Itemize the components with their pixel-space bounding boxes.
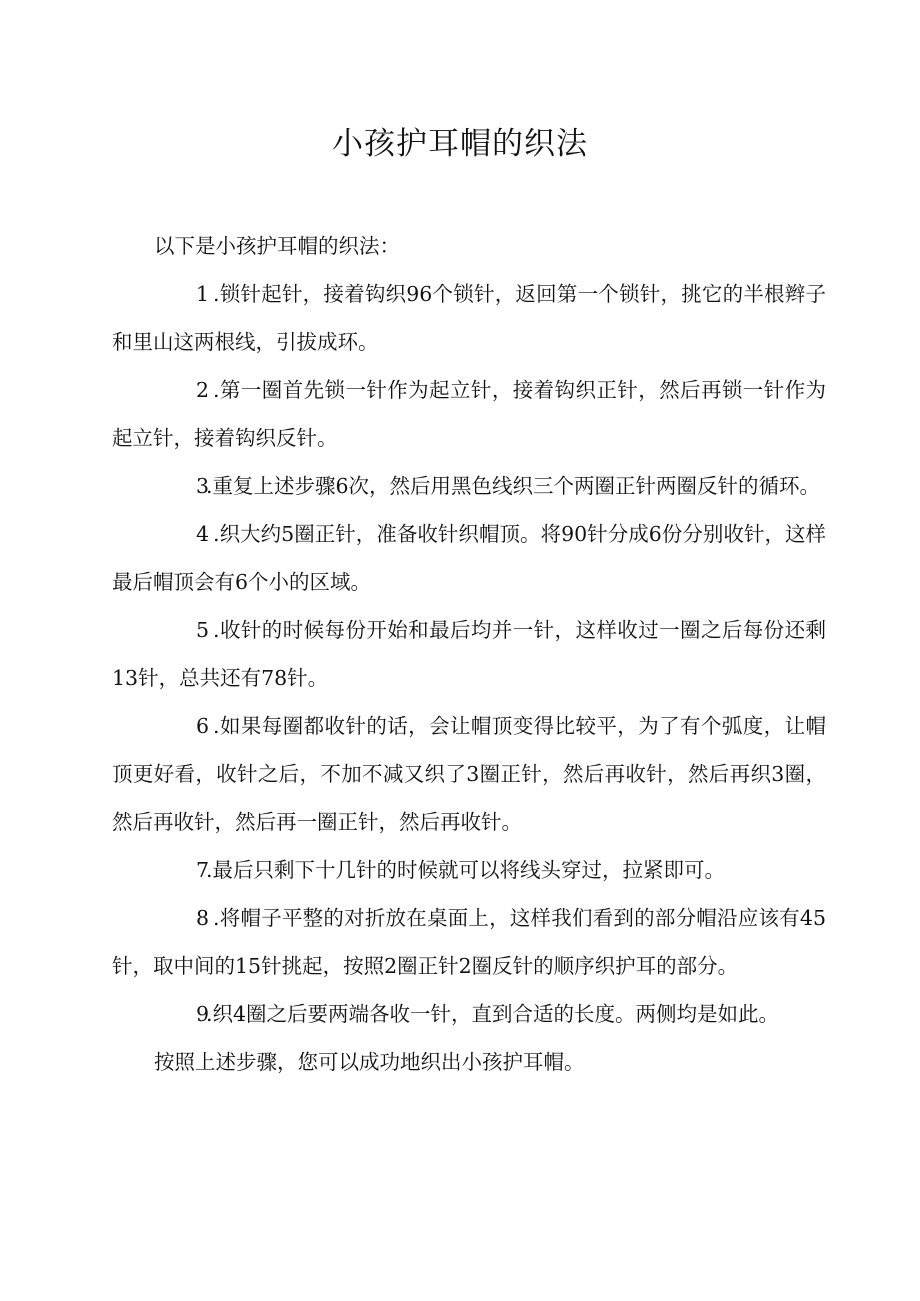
step-number: 2 (196, 378, 210, 402)
step-8 (112, 894, 826, 990)
step-6 (112, 702, 826, 846)
step-3 (112, 462, 826, 510)
step-text: .如果每圈都收针的话，会让帽顶变得比较平，为了有个弧度，让帽顶更好看，收针之后，不加不减又织了3圈正针，然后再收针，然后再织3圈，然后再收针，然后再一圈正针，然后再收针。 (112, 714, 826, 834)
step-4 (112, 510, 826, 606)
step-number: 6 (196, 714, 210, 738)
step-2 (112, 366, 826, 462)
document-title: 小孩护耳帽的织法 (332, 126, 588, 162)
step-number: 1 (196, 282, 210, 306)
step-7 (112, 846, 826, 894)
step-text: .重复上述步骤6次，然后用黑色线织三个两圈正针两圈反针的循环。 (206, 474, 821, 498)
step-number: 5 (196, 618, 210, 642)
step-number: 4 (196, 522, 210, 546)
step-text: .收针的时候每份开始和最后均并一针，这样收过一圈之后每份还剩13针，总共还有78针。 (112, 618, 826, 690)
step-number: 8 (196, 906, 210, 930)
intro-paragraph: 以下是小孩护耳帽的织法： (154, 234, 400, 258)
step-text: .锁针起针，接着钩织96个锁针，返回第一个锁针，挑它的半根辫子和里山这两根线，引拔成环。 (112, 282, 826, 354)
step-5 (112, 606, 826, 702)
step-text: .织大约5圈正针，准备收针织帽顶。将90针分成6份分别收针，这样最后帽顶会有6个小的区域。 (112, 522, 826, 594)
step-text: .将帽子平整的对折放在桌面上，这样我们看到的部分帽沿应该有45针，取中间的15针挑起，按照2圈正针2圈反针的顺序织护耳的部分。 (112, 906, 826, 978)
closing-paragraph: 按照上述步骤，您可以成功地织出小孩护耳帽。 (154, 1050, 585, 1074)
step-number: 3 (196, 474, 210, 498)
document-body (112, 222, 826, 1086)
step-text: .织4圈之后要两端各收一针，直到合适的长度。两侧均是如此。 (206, 1002, 780, 1026)
step-9 (112, 990, 826, 1038)
step-text: .最后只剩下十几针的时候就可以将线头穿过，拉紧即可。 (206, 858, 726, 882)
step-text: .第一圈首先锁一针作为起立针，接着钩织正针，然后再锁一针作为起立针，接着钩织反针。 (112, 378, 826, 450)
step-1 (112, 270, 826, 366)
step-number: 7 (196, 858, 210, 882)
step-number: 9 (196, 1002, 210, 1026)
